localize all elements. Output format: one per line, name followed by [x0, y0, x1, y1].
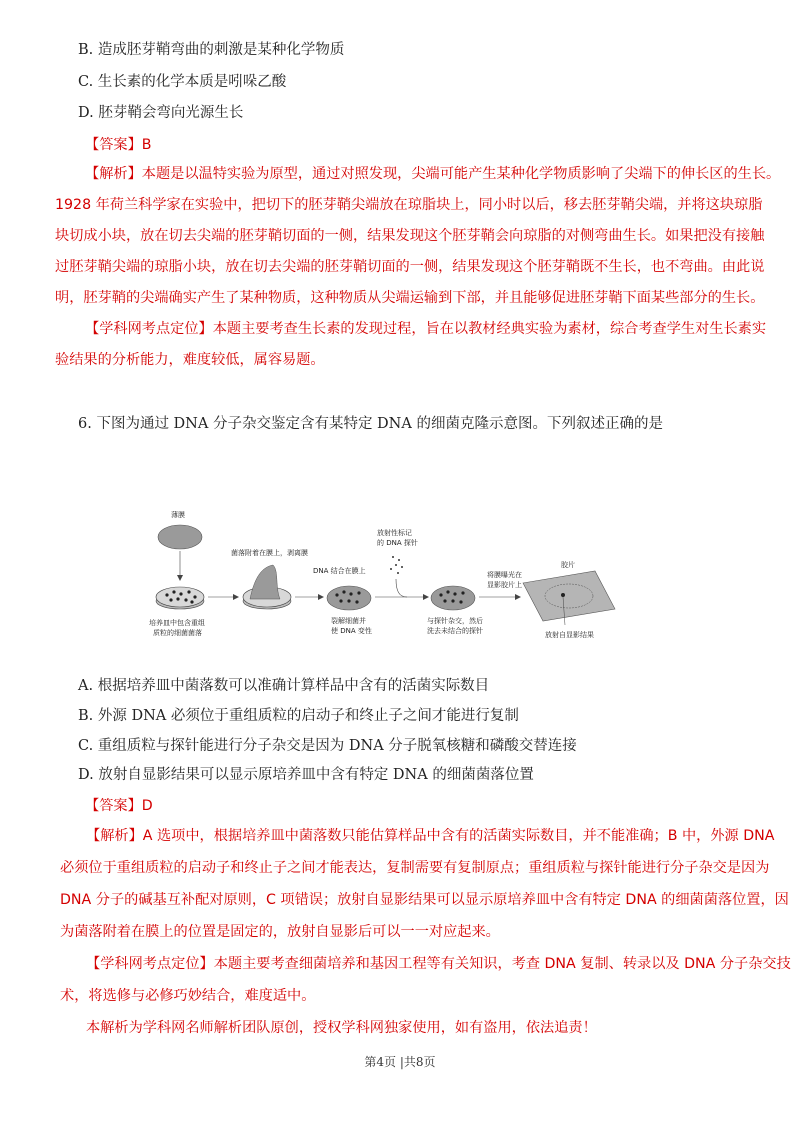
q5-analysis	[55, 159, 780, 376]
dna-hybridization-diagram	[145, 505, 625, 655]
q6-location-line: 术，将选修与必修巧妙结合，难度适中。	[60, 988, 316, 1004]
label-attach: 菌落附着在膜上，剥离膜	[231, 549, 308, 557]
page-footer: 第4页 |共8页	[364, 1055, 436, 1069]
label-lyse-1: 裂解细菌并	[331, 617, 366, 625]
label-probe-2: 的 DNA 探针	[377, 539, 418, 547]
q6-answer: 【答案】D	[85, 798, 153, 814]
label-dish-2: 质粒的细菌菌落	[153, 629, 202, 637]
q6-analysis-line: 【解析】A 选项中，根据培养皿中菌落数只能估算样品中含有的活菌实际数目，并不能准确；B 中，外源 DNA	[86, 828, 775, 844]
probe-dots	[390, 556, 403, 574]
film-dna-shape	[327, 586, 371, 610]
q5-analysis-line: 明，胚芽鞘的尖端确实产生了某种物质，这种物质从尖端运输到下部，并且能够促进胚芽鞘下面某些部分的生长。	[55, 290, 765, 306]
q6-analysis-line: 必须位于重组质粒的启动子和终止子之间才能表达，复制需要有复制原点；重组质粒与探针能进行分子杂交是因为	[60, 860, 770, 876]
q6-option-a: A. 根据培养皿中菌落数可以准确计算样品中含有的活菌实际数目	[78, 678, 490, 694]
q6-option-b: B. 外源 DNA 必须位于重组质粒的启动子和终止子之间才能进行复制	[78, 708, 519, 724]
label-result: 放射自显影结果	[545, 631, 594, 639]
petri-dish-shape	[156, 587, 204, 607]
q6-option-d: D. 放射自显影结果可以显示原培养皿中含有特定 DNA 的细菌菌落位置	[78, 767, 534, 783]
label-hybridize-2: 洗去未结合的探针	[427, 627, 483, 635]
q5-analysis-line: 过胚芽鞘尖端的琼脂小块，放在切去尖端的胚芽鞘切面的一侧，结果发现这个胚芽鞘既不生长，也不弯曲。由此说	[55, 259, 765, 275]
q5-analysis-line: 块切成小块，放在切去尖端的胚芽鞘切面的一侧，结果发现这个胚芽鞘会向琼脂的对侧弯曲生长。如果把没有接触	[55, 228, 765, 244]
label-dna-on-film: DNA 结合在膜上	[313, 567, 366, 575]
film-shape	[158, 525, 202, 549]
q5-location-line: 验结果的分析能力，难度较低，属容易题。	[55, 352, 325, 368]
lifting-film-shape	[250, 565, 280, 599]
q6-option-c: C. 重组质粒与探针能进行分子杂交是因为 DNA 分子脱氧核糖和磷酸交替连接	[78, 738, 577, 754]
q5-option-c: C. 生长素的化学本质是吲哚乙酸	[78, 74, 287, 90]
q5-location-line: 【学科网考点定位】本题主要考查生长素的发现过程，旨在以教材经典实验为素材，综合考查学生对生长素实	[85, 321, 767, 337]
q6-location-line: 【学科网考点定位】本题主要考查细菌培养和基因工程等有关知识，考查 DNA 复制、转录以及 DNA 分子杂交技	[86, 956, 791, 972]
photo-film-shape	[523, 571, 615, 621]
label-probe-1: 放射性标记	[377, 529, 412, 537]
q6-analysis	[60, 820, 791, 1044]
label-hybridize-1: 与探针杂交，然后	[427, 617, 483, 625]
label-expose-1: 将膜曝光在	[487, 571, 522, 579]
q5-option-b: B. 造成胚芽鞘弯曲的刺激是某种化学物质	[78, 42, 345, 58]
film-hybridized-shape	[431, 586, 475, 610]
q5-analysis-line: 【解析】本题是以温特实验为原型，通过对照发现，尖端可能产生某种化学物质影响了尖端下的伸长区的生长。	[85, 166, 781, 182]
q6-analysis-line: DNA 分子的碱基互补配对原则，C 项错误；放射自显影结果可以显示原培养皿中含有特定 DNA 的细菌菌落位置，因	[60, 892, 789, 908]
q6-stem: 6. 下图为通过 DNA 分子杂交鉴定含有某特定 DNA 的细菌克隆示意图。下列叙述正确的是	[78, 416, 663, 432]
label-dish-1: 培养皿中包含重组	[149, 619, 205, 627]
q5-analysis-line: 1928 年荷兰科学家在实验中，把切下的胚芽鞘尖端放在琼脂块上，同小时以后，移去胚芽鞘尖端，并将这块琼脂	[55, 197, 763, 213]
q5-option-d: D. 胚芽鞘会弯向光源生长	[78, 105, 244, 121]
q5-answer: 【答案】B	[85, 137, 152, 153]
label-lyse-2: 使 DNA 变性	[331, 627, 372, 635]
label-expose-2: 显影胶片上	[487, 581, 522, 589]
q6-analysis-line: 为菌落附着在膜上的位置是固定的，放射自显影后可以一一对应起来。	[60, 924, 500, 940]
label-photo-film: 胶片	[561, 561, 575, 569]
label-film: 薄膜	[171, 511, 185, 519]
copyright-notice: 本解析为学科网名师解析团队原创，授权学科网独家使用，如有盗用，依法追责！	[86, 1020, 597, 1036]
